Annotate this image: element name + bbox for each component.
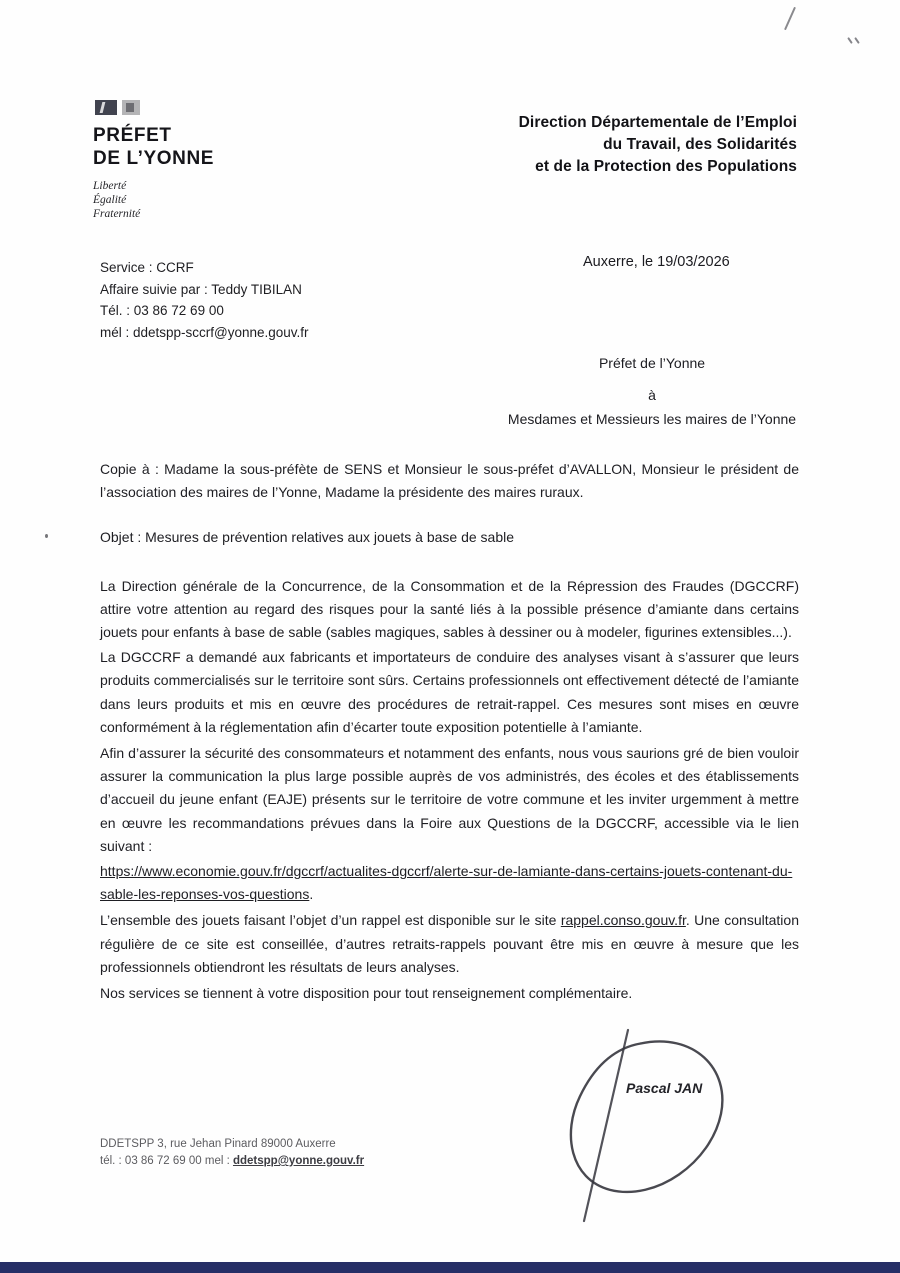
letter-footer: [100, 1136, 364, 1170]
handwritten-signature-icon: [540, 1028, 750, 1223]
prefecture-logo: [93, 100, 214, 221]
date-line: Auxerre, le 19/03/2026: [583, 254, 730, 270]
motto-liberte: Liberté: [93, 180, 127, 192]
sender-title: Préfet de l’Yonne: [598, 355, 706, 371]
paragraph-5: Nos services se tiennent à votre disposition pour tout renseignement complémentaire.: [100, 985, 633, 1002]
footer-bar: [0, 1262, 900, 1273]
copy-recipients: Copie à : Madame la sous-préfète de SENS et Monsieur le sous-préfet d’AVALLON, Monsieur le président de l’association des maires de l’Yonne, Madame la présidente des maires ruraux.: [100, 461, 799, 501]
direction-line3: et de la Protection des Populations: [535, 158, 797, 175]
footer-address: DDETSPP 3, rue Jehan Pinard 89000 Auxerre: [100, 1138, 336, 1150]
motto-egalite: Égalité: [93, 194, 127, 206]
paragraph-4: [100, 909, 799, 979]
direction-line2: du Travail, des Solidarités: [603, 136, 797, 153]
contact-email: mél : ddetspp-sccrf@yonne.gouv.fr: [100, 324, 309, 340]
direction-header: [519, 112, 797, 178]
scan-artifact-slash: [784, 7, 796, 31]
rappel-conso-link[interactable]: rappel.conso.gouv.fr: [560, 912, 686, 929]
contact-affaire: Affaire suivie par : Teddy TIBILAN: [100, 281, 302, 297]
paragraph-1: La Direction générale de la Concurrence, de la Consommation et de la Répression des Fraudes (DGCCRF) attire votre attention au regard des risques pour la santé liés à la possible présence d’amiante dans certains jouets pour enfants à base de sable (sables magiques, sables à dessiner ou à modeler, figurines extensibles...).: [100, 577, 799, 641]
subject-line: Objet : Mesures de prévention relatives aux jouets à base de sable: [100, 529, 515, 546]
paragraph-4-post: . Une consultation régulière de ce site est conseillée, d’autres retraits-rappels pouvant être mis en œuvre à mesure que les professionnels obtiendront les résultats de leurs analyses.: [100, 912, 799, 975]
french-flag-icon: [95, 100, 214, 115]
scan-artifact-dot: [45, 534, 48, 538]
footer-contact: [100, 1153, 364, 1170]
footer-email-link[interactable]: ddetspp@yonne.gouv.fr: [232, 1155, 365, 1167]
signatory-name: Pascal JAN: [626, 1080, 703, 1096]
republic-motto: [93, 179, 214, 221]
paragraph-4-pre: L’ensemble des jouets faisant l’objet d’un rappel est disponible sur le site: [100, 912, 561, 929]
prefecture-name: [93, 124, 214, 170]
paragraph-3: Afin d’assurer la sécurité des consommateurs et notamment des enfants, nous vous saurions gré de bien vouloir assurer la communication la plus large possible auprès de vos administrés, des écoles et des établissements d’accueil du jeune enfant (EAJE) présents sur le territoire de votre commune et les inviter urgemment à mettre en œuvre les recommandations prévues dans la Foire aux Questions de la DGCCRF, accessible via le lien suivant :: [100, 745, 799, 854]
dgccrf-faq-link[interactable]: https://www.economie.gouv.fr/dgccrf/actualites-dgccrf/alerte-sur-de-lamiante-dans-certains-jouets-contenant-du-sable-les-reponses-vos-questions: [100, 863, 793, 903]
paragraph-2: La DGCCRF a demandé aux fabricants et importateurs de conduire des analyses visant à s’assurer que leurs produits commercialisés sur le territoire sont sûrs. Certains professionnels ont effectivement détecté de l’amiante dans leurs produits et mis en œuvre des procédures de retrait-rappel. Ces mesures sont mises en œuvre conformément à la réglementation afin d’écarter toute exposition potentielle à l’amiante.: [100, 649, 799, 735]
motto-fraternite: Fraternité: [93, 208, 141, 220]
faq-link-period: .: [309, 886, 314, 903]
contact-tel: Tél. : 03 86 72 69 00: [100, 303, 224, 318]
contact-block: [100, 257, 309, 343]
addressee-line: Mesdames et Messieurs les maires de l’Yonne: [507, 411, 797, 427]
direction-line1: Direction Départementale de l’Emploi: [518, 114, 797, 131]
addressee-block: [402, 352, 900, 431]
prefecture-name-line1: PRÉFET: [93, 125, 172, 146]
signature-block: [540, 1028, 750, 1223]
footer-contact-pre: tél. : 03 86 72 69 00 mel :: [100, 1155, 233, 1167]
addressee-a: à: [648, 387, 656, 403]
faq-link-paragraph: [100, 860, 799, 906]
prefecture-name-line2: DE L’YONNE: [93, 148, 215, 169]
contact-service: Service : CCRF: [100, 260, 194, 275]
scan-artifact-ticks: [849, 31, 865, 40]
letter-body: [100, 458, 799, 1005]
